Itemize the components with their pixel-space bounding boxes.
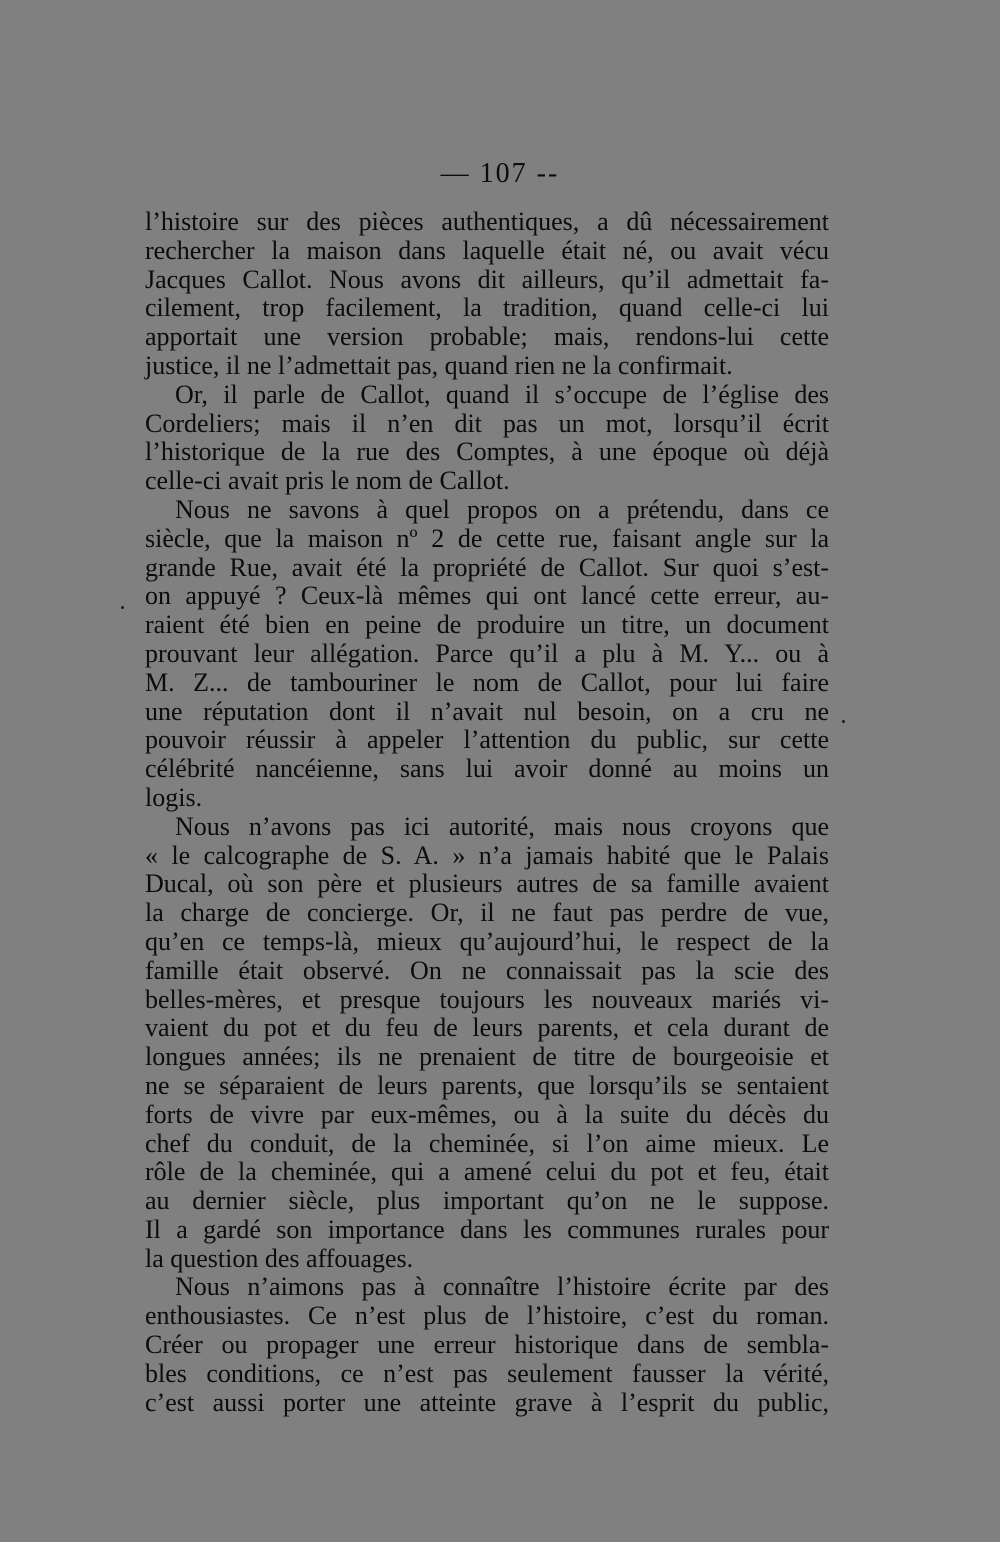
text-line: « le calcographe de S. A. » n’a jamais habité que le Palais <box>145 840 829 870</box>
text-line: une réputation dont il n’avait nul besoin, on a cru ne <box>145 696 829 726</box>
text-line: prouvant leur allégation. Parce qu’il a plu à M. Y... ou à <box>145 638 829 668</box>
text-line: l’historique de la rue des Comptes, à une époque où déjà <box>145 437 829 467</box>
text-line: cilement, trop facilement, la tradition, quand celle-ci lui <box>145 293 829 323</box>
text-line: bles conditions, ce n’est pas seulement fausser la vérité, <box>145 1358 829 1388</box>
text-line: l’histoire sur des pièces authentiques, a dû nécessairement <box>145 207 829 236</box>
text-line: vaient du pot et du feu de leurs parents, et cela durant de <box>145 1013 829 1043</box>
text-line: rechercher la maison dans laquelle était né, ou avait vécu <box>145 235 829 265</box>
text-line: belles-mères, et presque toujours les nouveaux mariés vi- <box>145 984 829 1014</box>
text-line: rôle de la cheminée, qui a amené celui du pot et feu, était <box>145 1157 829 1187</box>
text-line: la charge de concierge. Or, il ne faut pas perdre de vue, <box>145 898 829 928</box>
ink-speck <box>842 720 845 723</box>
text-line: au dernier siècle, plus important qu’on ne le suppose. <box>145 1186 829 1216</box>
text-line: enthousiastes. Ce n’est plus de l’histoire, c’est du roman. <box>145 1301 829 1331</box>
page-number: — 107 -- <box>440 158 560 189</box>
text-line: Nous n’aimons pas à connaître l’histoire écrite par des <box>175 1272 829 1302</box>
text-line: grande Rue, avait été la propriété de Callot. Sur quoi s’est- <box>145 552 829 582</box>
text-line: ne se séparaient de leurs parents, que lorsqu’ils se sentaient <box>145 1070 829 1100</box>
text-line: chef du conduit, de la cheminée, si l’on aime mieux. Le <box>145 1128 829 1158</box>
text-line: célébrité nancéienne, sans lui avoir donné au moins un <box>145 754 829 784</box>
text-line: on appuyé ? Ceux-là mêmes qui ont lancé cette erreur, au- <box>145 581 829 611</box>
text-line: famille était observé. On ne connaissait pas la scie des <box>145 955 829 985</box>
paragraph <box>145 496 829 813</box>
text-line: siècle, que la maison nº 2 de cette rue, faisant angle sur la <box>145 523 829 553</box>
text-line: Il a gardé son importance dans les communes rurales pour <box>145 1214 829 1244</box>
text-line: Or, il parle de Callot, quand il s’occupe de l’église des <box>175 379 829 409</box>
text-line: qu’en ce temps-là, mieux qu’aujourd’hui, le respect de la <box>145 926 829 956</box>
text-line: raient été bien en peine de produire un titre, un document <box>145 610 829 640</box>
text-line: Jacques Callot. Nous avons dit ailleurs, qu’il admettait fa- <box>145 264 829 294</box>
ink-speck <box>121 606 124 609</box>
text-line: forts de vivre par eux-mêmes, ou à la suite du décès du <box>145 1099 829 1129</box>
text-line: Cordeliers; mais il n’en dit pas un mot, lorsqu’il écrit <box>145 408 829 438</box>
text-line: la question des affouages. <box>145 1243 414 1273</box>
text-line: Nous ne savons à quel propos on a prétendu, dans ce <box>175 494 829 524</box>
paragraph <box>145 208 829 381</box>
text-line: Créer ou propager une erreur historique dans de sembla- <box>145 1330 829 1360</box>
text-line: justice, il ne l’admettait pas, quand rien ne la confirmait. <box>145 350 733 380</box>
paragraph <box>145 381 829 496</box>
paragraph <box>145 813 829 1274</box>
text-line: logis. <box>145 782 203 812</box>
text-line: Ducal, où son père et plusieurs autres de sa famille avaient <box>145 869 829 899</box>
text-line: c’est aussi porter une atteinte grave à l’esprit du public, <box>145 1387 829 1417</box>
text-line: longues années; ils ne prenaient de titre de bourgeoisie et <box>145 1042 829 1072</box>
text-line: pouvoir réussir à appeler l’attention du public, sur cette <box>145 725 829 755</box>
text-line: Nous n’avons pas ici autorité, mais nous croyons que <box>175 811 829 841</box>
text-line: celle-ci avait pris le nom de Callot. <box>145 466 510 496</box>
text-line: apportait une version probable; mais, rendons-lui cette <box>145 322 829 352</box>
text-line: M. Z... de tambouriner le nom de Callot, pour lui faire <box>145 667 829 697</box>
page-body <box>145 208 829 1417</box>
paragraph <box>145 1273 829 1417</box>
